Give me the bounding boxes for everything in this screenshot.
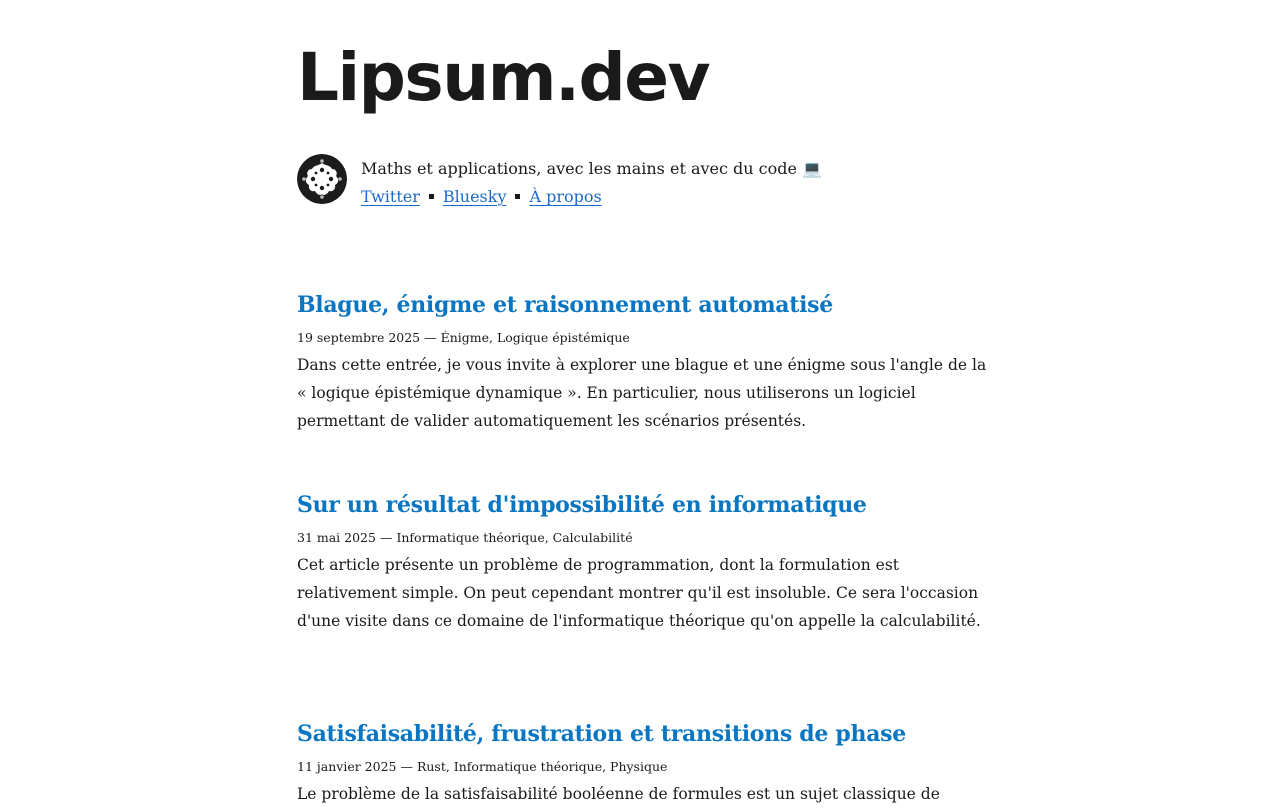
post-title-link[interactable]: Blague, énigme et raisonnement automatisé [297,292,833,318]
post-date: 19 septembre 2025 [297,330,421,345]
post-item [297,719,987,808]
meta-separator: — [400,759,413,774]
post-meta [297,529,987,546]
twitter-link[interactable]: Twitter [361,187,420,206]
bio-links [361,183,602,211]
post-item [297,490,987,635]
about-link[interactable]: À propos [529,187,602,206]
post-excerpt: Cet article présente un problème de programmation, dont la formulation est relativement simple. On peut cependant montrer qu'il est insoluble. Ce sera l'occasion d'une visite dans ce domaine de l'informatique théorique qu'on appelle la calculabilité. [297,556,981,630]
post-tags: Rust, Informatique théorique, Physique [416,759,668,774]
meta-separator: — [424,330,437,345]
meta-separator: — [379,530,393,545]
post-excerpt: Le problème de la satisfaisabilité booléenne de formules est un sujet classique de [297,785,940,803]
post-meta [297,758,987,775]
site-title[interactable]: Lipsum.dev [297,39,710,116]
author-bio [297,154,987,214]
post-item [297,290,987,435]
bio-description: Maths et applications, avec les mains et avec du code 💻 [361,159,822,178]
post-date: 31 mai 2025 [297,530,376,545]
separator-icon [429,194,434,199]
bluesky-link[interactable]: Bluesky [442,187,507,206]
post-excerpt: Dans cette entrée, je vous invite à explorer une blague et une énigme sous l'angle de la « logique épistémique dynamique ». En particulier, nous utiliserons un logiciel permettant de valider automatiquement les scénarios présentés. [297,356,987,430]
separator-icon [515,194,520,199]
avatar [297,154,347,204]
fractal-avatar-icon [297,154,347,204]
post-meta [297,329,987,346]
post-title-link[interactable]: Sur un résultat d'impossibilité en informatique [297,492,867,518]
post-date: 11 janvier 2025 [297,759,397,774]
post-tags: Informatique théorique, Calculabilité [396,530,633,545]
post-tags: Énigme, Logique épistémique [440,330,630,345]
post-title-link[interactable]: Satisfaisabilité, frustration et transitions de phase [297,721,906,747]
